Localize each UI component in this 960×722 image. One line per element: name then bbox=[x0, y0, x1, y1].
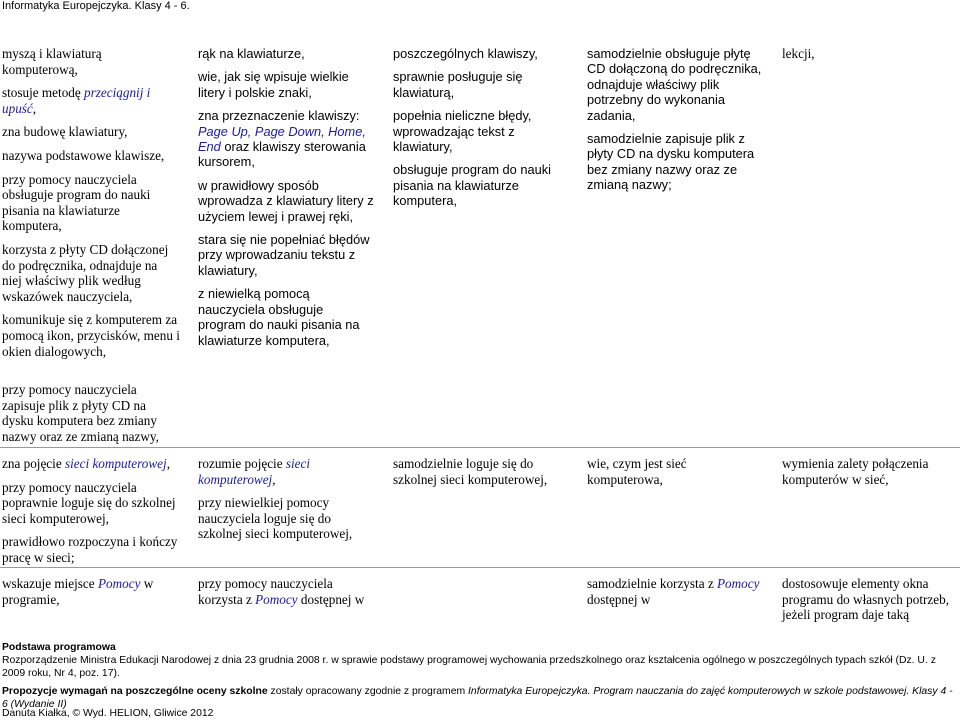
criterion-text: wymienia zalety połączenia komputerów w sieć, bbox=[782, 456, 929, 487]
row1b-col1: przy pomocy nauczyciela zapisuje plik z płyty CD na dysku komputera bez zmiany nazwy oraz ze zmianą nazwy, bbox=[2, 382, 159, 444]
row3-col4 bbox=[587, 576, 765, 615]
criterion-text: obsługuje program do nauki pisania na klawiaturze komputera, bbox=[393, 162, 551, 209]
criterion-text: przy niewielkiej pomocy nauczyciela loguje się do szkolnej sieci komputerowej, bbox=[198, 495, 353, 542]
footer-proposal-italic: Informatyka Europejczyka. Program nauczania do zajęć komputerowych w szkole podstawowej. Klasy 4 - 6 (Wydanie II) bbox=[2, 686, 953, 710]
row3-col2 bbox=[198, 576, 374, 615]
criterion-text: wie, czym jest sieć komputerowa, bbox=[587, 456, 687, 487]
row2-col2 bbox=[198, 456, 374, 550]
criterion-text: popełnia nieliczne błędy, wprowadzając tekst z klawiatury, bbox=[393, 108, 532, 155]
criterion-text: z niewielką pomocą nauczyciela obsługuje program do nauki pisania na klawiaturze komputera, bbox=[198, 286, 360, 348]
term-highlight: przeciągnij i upuść bbox=[2, 85, 151, 116]
criterion-text: prawidłowo rozpoczyna i kończy pracę w sieci; bbox=[2, 534, 178, 565]
criterion-text: rozumie pojęcie sieci komputerowej, bbox=[198, 456, 311, 487]
table-row-divider bbox=[0, 567, 960, 568]
row2-col4 bbox=[587, 456, 765, 495]
criterion-text: zna pojęcie sieci komputerowej, bbox=[2, 456, 170, 471]
criterion-text: samodzielnie obsługuje płytę CD dołączoną do podręcznika, odnajduje właściwy plik potrzebny do wykonania zadania, bbox=[587, 46, 762, 123]
criterion-text: korzysta z płyty CD dołączonej do podręcznika, odnajduje na niej właściwy plik według wskazówek nauczyciela, bbox=[2, 241, 169, 304]
criterion-text: rąk na klawiaturze, bbox=[198, 46, 305, 61]
row1-col5 bbox=[782, 46, 960, 70]
criterion-text: zna budowę klawiatury, bbox=[2, 124, 128, 140]
criterion-text: myszą i klawiaturą komputerową, bbox=[2, 46, 102, 77]
criterion-text: stosuje metodę przeciągnij i upuść, bbox=[2, 85, 151, 116]
term-highlight: Pomocy bbox=[255, 591, 298, 607]
criterion-text: sprawnie posługuje się klawiaturą, bbox=[393, 69, 523, 100]
criterion-text: poszczególnych klawiszy, bbox=[393, 46, 538, 61]
row2-col5 bbox=[782, 456, 960, 495]
term-highlight: Pomocy bbox=[717, 576, 760, 591]
criterion-text: przy pomocy nauczyciela obsługuje program do nauki pisania na klawiaturze komputera, bbox=[2, 171, 151, 234]
criterion-text: zna przeznaczenie klawiszy: Page Up, Page Down, Home, End oraz klawiszy sterowania kursorem, bbox=[198, 108, 366, 170]
row1-col2 bbox=[198, 46, 374, 356]
criterion-text: nazywa podstawowe klawisze, bbox=[2, 147, 165, 163]
row3-col1 bbox=[2, 576, 180, 615]
footer-basis-text: Rozporządzenie Ministra Edukacji Narodowej z dnia 23 grudnia 2008 r. w sprawie podstawy programowej wychowania przedszkolnego oraz kształcenia ogólnego w poszczególnych typach szkół (Dz. U. z 2009 roku, Nr 4, poz. 17). bbox=[2, 655, 936, 679]
criterion-text: dostosowuje elementy okna programu do własnych potrzeb, jeżeli program daje taką bbox=[782, 576, 949, 623]
criterion-text: wskazuje miejsce Pomocy w programie, bbox=[2, 576, 154, 607]
document-header: Informatyka Europejczyka. Klasy 4 - 6. bbox=[2, 0, 190, 12]
footer-proposal-text: zostały opracowany zgodnie z programem bbox=[267, 686, 469, 697]
row2-col3 bbox=[393, 456, 571, 495]
footer-basis bbox=[2, 641, 960, 680]
criterion-text: samodzielnie loguje się do szkolnej sieci komputerowej, bbox=[393, 456, 548, 487]
term-highlight: sieci komputerowej bbox=[64, 456, 167, 471]
criterion-text: samodzielnie zapisuje plik z płyty CD na dysku komputera bez zmiany nazwy oraz ze zmianą nazwy; bbox=[587, 131, 755, 193]
criterion-text: stara się nie popełniać błędów przy wprowadzaniu tekstu z klawiatury, bbox=[198, 232, 370, 278]
criterion-text: przy pomocy nauczyciela korzysta z Pomocy dostępnej w bbox=[198, 576, 365, 607]
criterion-text: samodzielnie korzysta z Pomocy dostępnej w bbox=[587, 576, 760, 607]
criterion-text: wie, jak się wpisuje wielkie litery i polskie znaki, bbox=[198, 69, 349, 100]
table-row-divider bbox=[0, 447, 960, 448]
row3-col5 bbox=[782, 576, 960, 631]
footer-proposal-bold: Propozycje wymagań na poszczególne oceny szkolne bbox=[2, 686, 268, 697]
term-highlight: Page Up, Page Down, Home, End bbox=[198, 123, 366, 155]
row2-col1 bbox=[2, 456, 180, 574]
row1-col1 bbox=[2, 46, 180, 367]
term-highlight: sieci komputerowej bbox=[198, 456, 311, 487]
criterion-text: w prawidłowy sposób wprowadza z klawiatury litery z użyciem lewej i prawej ręki, bbox=[198, 177, 374, 224]
row1-col3 bbox=[393, 46, 571, 217]
term-highlight: Pomocy bbox=[97, 576, 141, 591]
row1-col4 bbox=[587, 46, 765, 201]
footer-credit: Danuta Kiałka, © Wyd. HELION, Gliwice 2012 bbox=[2, 708, 214, 719]
criterion-text: lekcji, bbox=[782, 46, 815, 61]
footer-basis-title: Podstawa programowa bbox=[2, 642, 116, 653]
criterion-text: przy pomocy nauczyciela poprawnie loguje się do szkolnej sieci komputerowej, bbox=[2, 479, 176, 526]
criterion-text: komunikuje się z komputerem za pomocą ikon, przycisków, menu i okien dialogowych, bbox=[2, 312, 180, 359]
